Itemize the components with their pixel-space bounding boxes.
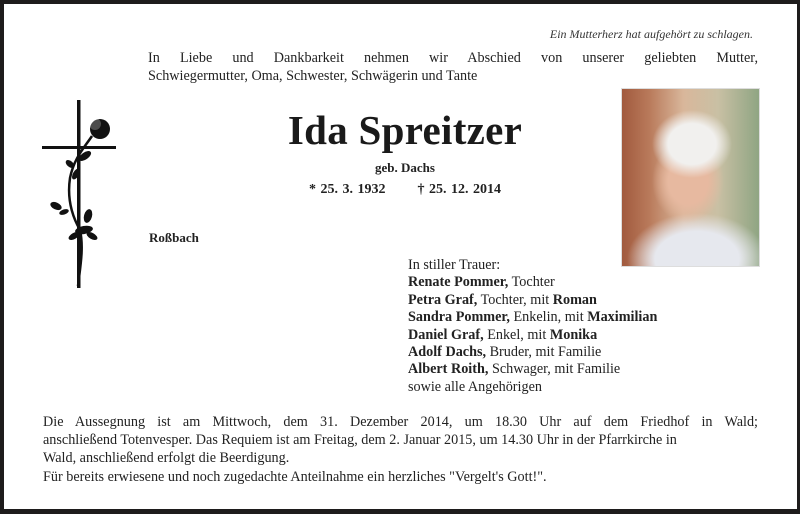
mourner-relation: Enkel, — [483, 326, 524, 343]
mourner-name: Renate Pommer, — [408, 274, 509, 291]
life-dates — [230, 182, 580, 198]
mourner-with: mit — [526, 291, 553, 308]
mourner-entry — [408, 327, 657, 344]
maiden-name: geb. Dachs — [375, 160, 435, 175]
mourner-relation: Schwager, mit Familie — [488, 361, 621, 378]
thanks-text: Für bereits erwiesene und noch zugedachte Anteilnahme ein herzliches "Vergelt's Gott!". — [43, 469, 547, 485]
mourner-name: Daniel Graf, — [408, 326, 484, 343]
mourner-name: Albert Roith, — [408, 361, 489, 378]
mourner-entry — [408, 274, 657, 291]
service-line-1: Die Aussegnung ist am Mittwoch, dem 31. Dezember 2014, um 18.30 Uhr auf dem Friedhof in Wald; — [43, 414, 758, 430]
mourner-entry — [408, 344, 657, 361]
mourners-list — [408, 257, 657, 396]
service-line-3: Wald, anschließend erfolgt die Beerdigung. — [43, 450, 290, 467]
birth-date: * 25. 3. 1932 — [309, 182, 386, 197]
mourner-name: Sandra Pommer, — [408, 309, 510, 326]
mourner-entry — [408, 361, 657, 378]
obituary-notice — [4, 4, 797, 509]
mourner-relation: Bruder, mit Familie — [486, 344, 602, 361]
mourner-name: Adolf Dachs, — [408, 344, 487, 361]
mourner-entry — [408, 309, 657, 326]
deceased-name: Ida Spreitzer — [287, 107, 523, 153]
intro-line-1: In Liebe und Dankbarkeit nehmen wir Abschied von unserer geliebten Mutter, — [148, 50, 758, 66]
mourner-with: mit — [523, 326, 550, 343]
intro-line-2: Schwiegermutter, Oma, Schwester, Schwägerin und Tante — [148, 68, 478, 84]
mourner-relation: Enkelin, — [509, 309, 562, 326]
mourner-relation: Tochter, — [477, 291, 527, 308]
mourners-footer: sowie alle Angehörigen — [408, 378, 542, 395]
mourner-partner: Maximilian — [587, 309, 658, 326]
mourner-relation: Tochter — [508, 274, 555, 291]
mourner-entry — [408, 292, 657, 309]
mourners-heading: In stiller Trauer: — [408, 257, 501, 273]
mourner-partner: Roman — [552, 291, 597, 308]
cross-with-rose-icon — [40, 98, 120, 290]
mourner-name: Petra Graf, — [408, 291, 478, 308]
mourner-with: mit — [561, 309, 588, 326]
service-line-2: anschließend Totenvesper. Das Requiem ist am Freitag, dem 2. Januar 2015, um 14.30 Uhr in der Pfarrkirche in — [43, 432, 677, 449]
portrait-photo — [621, 88, 760, 267]
intro-text — [148, 49, 758, 85]
mourner-partner: Monika — [549, 326, 598, 343]
death-date: † 25. 12. 2014 — [417, 182, 501, 197]
place-name: Roßbach — [149, 230, 199, 245]
motto: Ein Mutterherz hat aufgehört zu schlagen. — [549, 27, 753, 41]
service-details — [43, 413, 758, 468]
